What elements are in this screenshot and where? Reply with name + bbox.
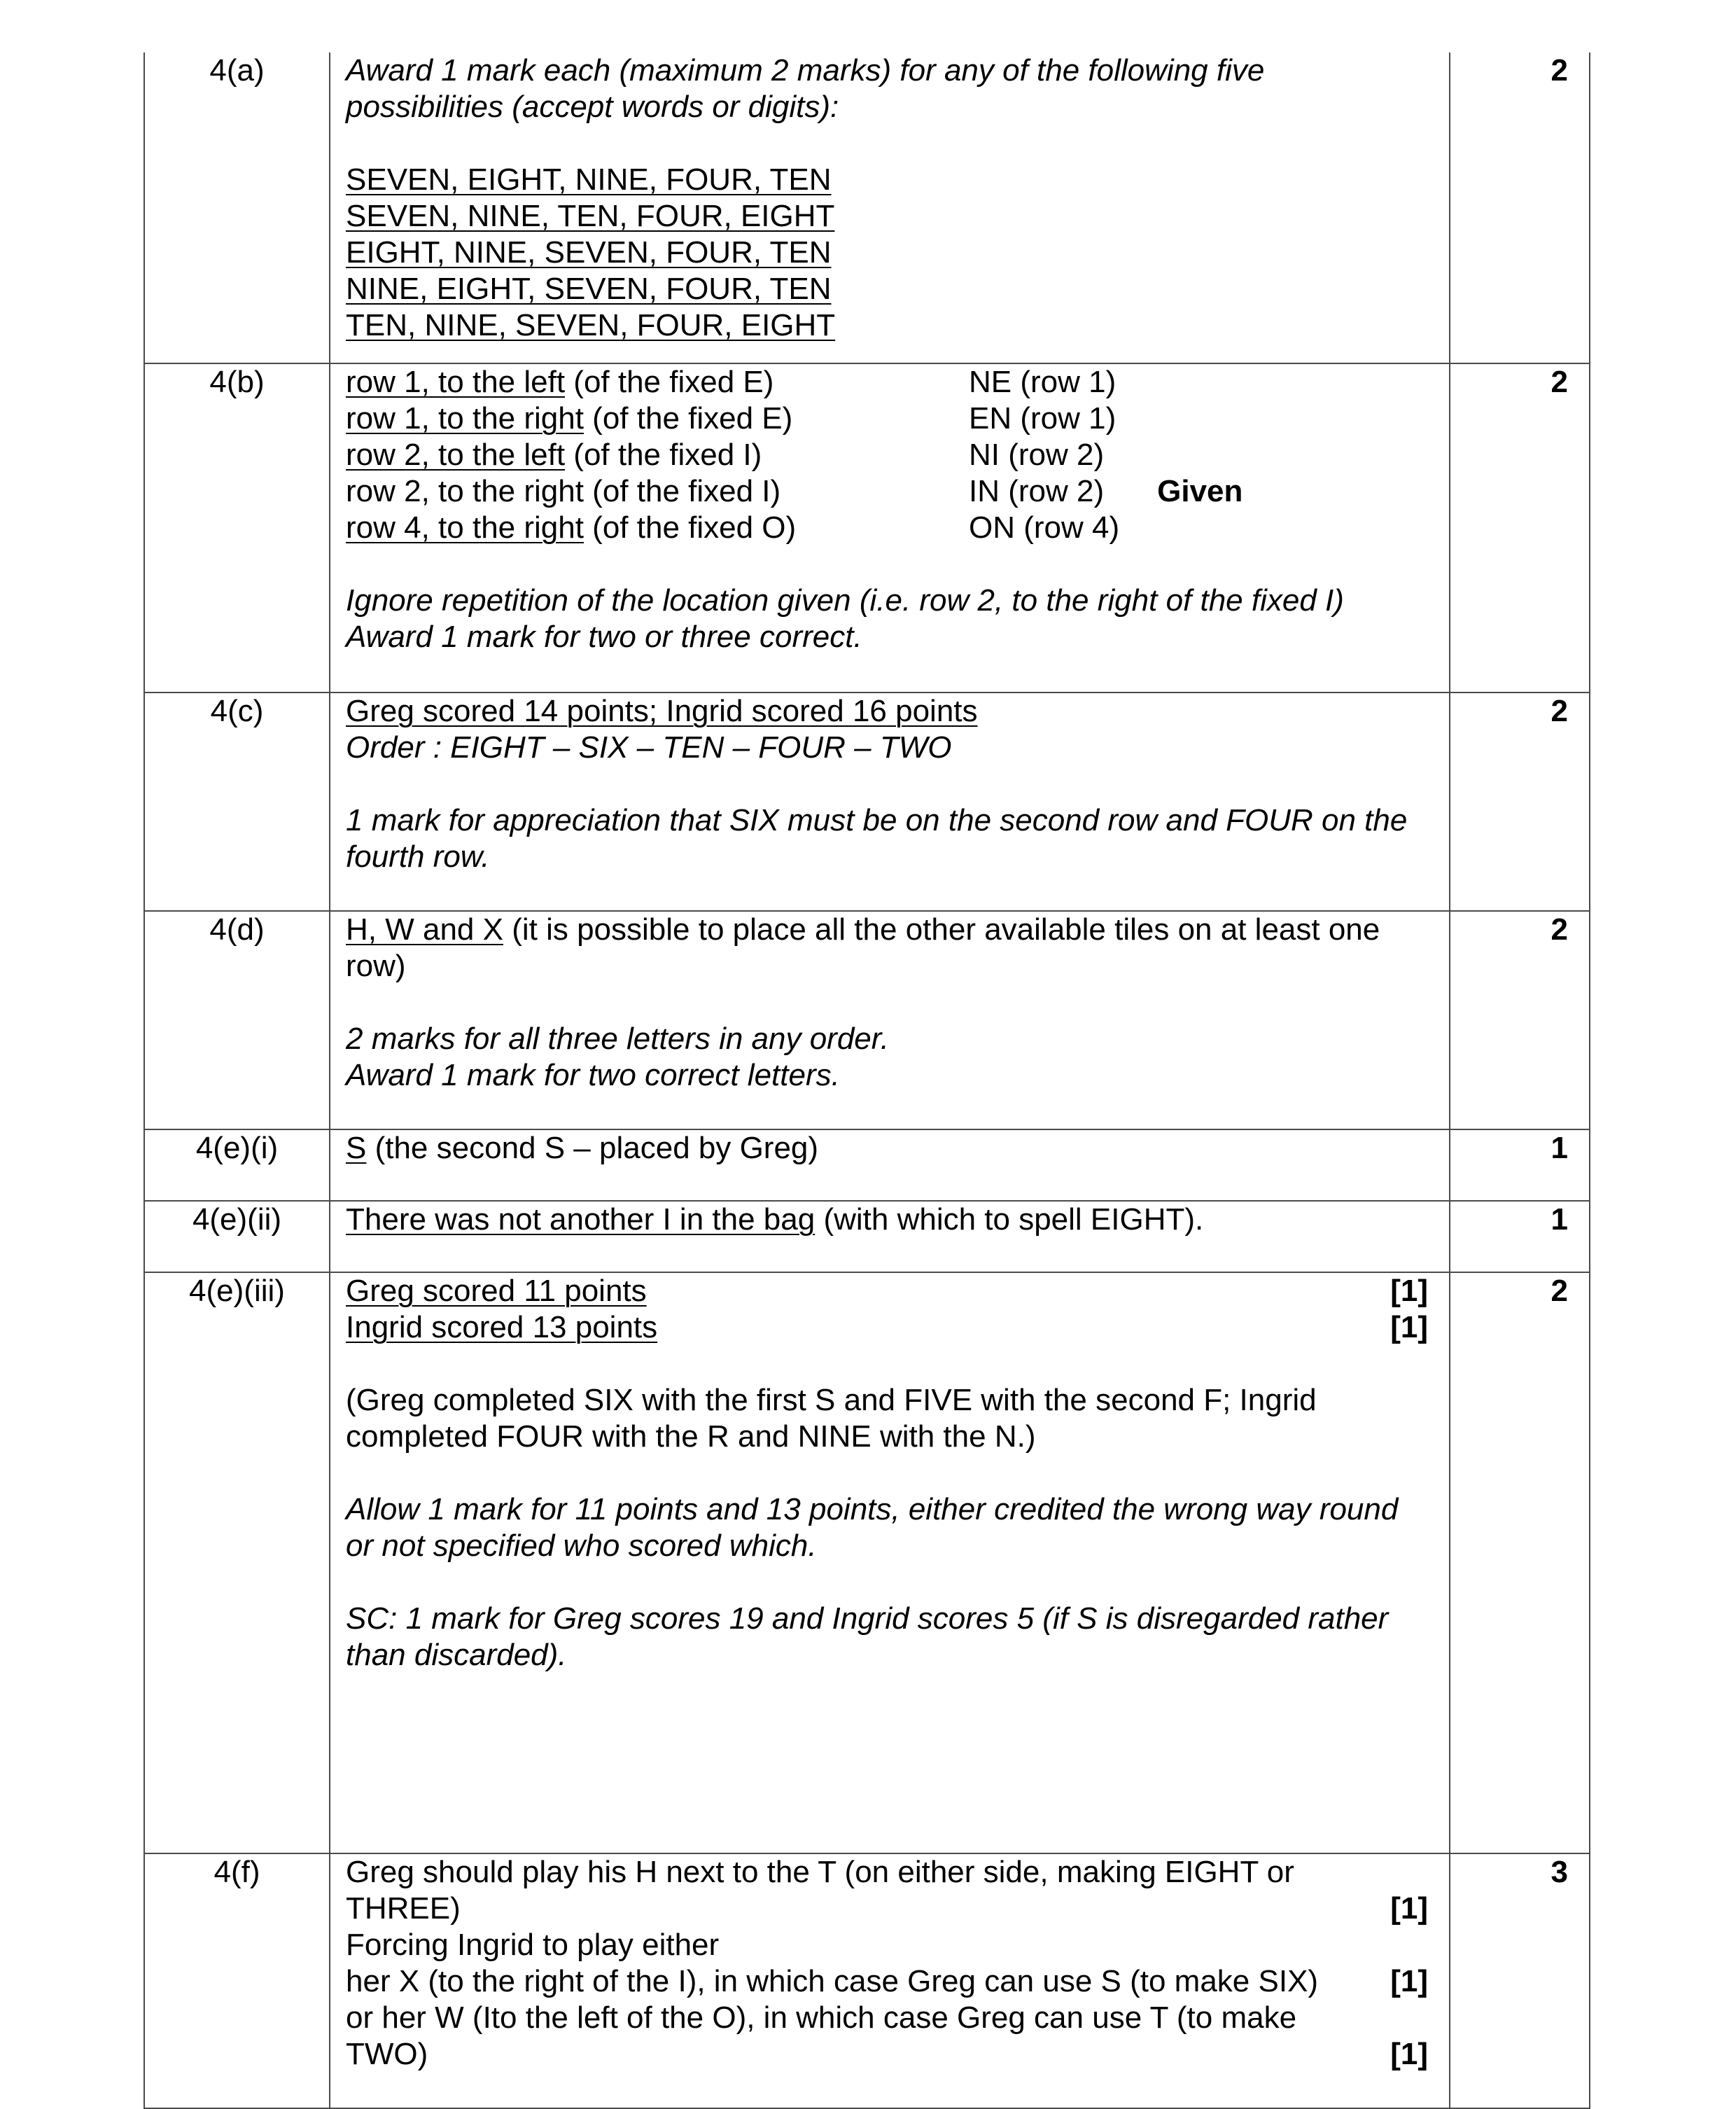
question-number: 4(a) [144, 53, 330, 363]
table-row [144, 1129, 1590, 1201]
marks-value: 1 [1450, 1201, 1590, 1272]
table-row [144, 911, 1590, 1129]
question-number: 4(c) [144, 692, 330, 911]
answer-line: Ingrid scored 13 points [1] [346, 1310, 1428, 1344]
question-number: 4(e)(i) [144, 1129, 330, 1201]
answer-line: row 4, to the right (of the fixed O) ON (row 4) [346, 510, 1120, 545]
question-number: 4(e)(iii) [144, 1272, 330, 1853]
answer-line: EIGHT, NINE, SEVEN, FOUR, TEN [346, 235, 832, 270]
marks-value: 2 [1450, 1272, 1590, 1853]
answer-line: TWO) [1] [346, 2037, 1428, 2071]
marking-note: Award 1 mark for two or three correct. [346, 620, 862, 654]
marks-value: 1 [1450, 1129, 1590, 1201]
mark-scheme-table [144, 53, 1589, 2109]
answer-cell [330, 1272, 1450, 1853]
answer-line: Greg should play his H next to the T (on either side, making EIGHT or [346, 1855, 1294, 1889]
answer-line: Greg scored 11 points [1] [346, 1274, 1428, 1308]
answer-cell [330, 1201, 1450, 1272]
table-row [144, 53, 1590, 363]
question-number: 4(e)(ii) [144, 1201, 330, 1272]
question-number: 4(f) [144, 1853, 330, 2108]
marking-note: Ignore repetition of the location given (i.e. row 2, to the right of the fixed I) [346, 583, 1344, 618]
answer-line: row 2, to the right (of the fixed I) IN (row 2) Given [346, 474, 1243, 508]
table-row [144, 1272, 1590, 1853]
answer-cell [330, 911, 1450, 1129]
answer-line: TEN, NINE, SEVEN, FOUR, EIGHT [346, 308, 836, 342]
marking-note: SC: 1 mark for Greg scores 19 and Ingrid scores 5 (if S is disregarded rather than discarded). [346, 1601, 1389, 1672]
answer-line: or her W (Ito the left of the O), in which case Greg can use T (to make [346, 2000, 1297, 2035]
explanation: (Greg completed SIX with the first S and FIVE with the second F; Ingrid completed FOUR with the R and NINE with the N.) [346, 1383, 1317, 1454]
marks-value: 2 [1450, 363, 1590, 692]
answer-line: S (the second S – placed by Greg) [346, 1131, 819, 1165]
marking-note: 2 marks for all three letters in any order. [346, 1022, 890, 1056]
answer-line: H, W and X (it is possible to place all the other available tiles on at least one row) [346, 912, 1380, 983]
table-row [144, 1853, 1590, 2108]
marks-value: 3 [1450, 1853, 1590, 2108]
answer-line: There was not another I in the bag (with which to spell EIGHT). [346, 1202, 1204, 1237]
marking-note: Award 1 mark each (maximum 2 marks) for any of the following five possibilities (accept words or digits): [346, 53, 1265, 124]
answer-line: SEVEN, NINE, TEN, FOUR, EIGHT [346, 199, 835, 233]
answer-line: Greg scored 14 points; Ingrid scored 16 points [346, 694, 978, 728]
marking-note: Award 1 mark for two correct letters. [346, 1058, 840, 1092]
answer-line: NINE, EIGHT, SEVEN, FOUR, TEN [346, 272, 832, 306]
answer-line: row 1, to the right (of the fixed E) EN (row 1) [346, 401, 1116, 436]
marks-value: 2 [1450, 911, 1590, 1129]
answer-line: row 2, to the left (of the fixed I) NI (row 2) [346, 438, 1105, 472]
answer-cell [330, 1853, 1450, 2108]
table-row [144, 692, 1590, 911]
answer-line: Order : EIGHT – SIX – TEN – FOUR – TWO [346, 730, 952, 765]
answer-line: SEVEN, EIGHT, NINE, FOUR, TEN [346, 162, 832, 197]
given-label: Given [1157, 474, 1243, 508]
answer-line: row 1, to the left (of the fixed E) NE (row 1) [346, 365, 1116, 399]
answer-cell [330, 53, 1450, 363]
answer-line: THREE) [1] [346, 1891, 1428, 1926]
answer-cell [330, 692, 1450, 911]
marking-note: 1 mark for appreciation that SIX must be on the second row and FOUR on the fourth row. [346, 803, 1408, 874]
answer-cell [330, 363, 1450, 692]
answer-line: her X (to the right of the I), in which case Greg can use S (to make SIX) [1] [346, 1964, 1428, 1998]
table-row [144, 1201, 1590, 1272]
table-row [144, 363, 1590, 692]
answer-line: Forcing Ingrid to play either [346, 1928, 720, 1962]
question-number: 4(d) [144, 911, 330, 1129]
marks-value: 2 [1450, 53, 1590, 363]
marking-note: Allow 1 mark for 11 points and 13 points, either credited the wrong way round or not specified who scored which. [346, 1492, 1399, 1563]
marks-value: 2 [1450, 692, 1590, 911]
question-number: 4(b) [144, 363, 330, 692]
answer-cell [330, 1129, 1450, 1201]
